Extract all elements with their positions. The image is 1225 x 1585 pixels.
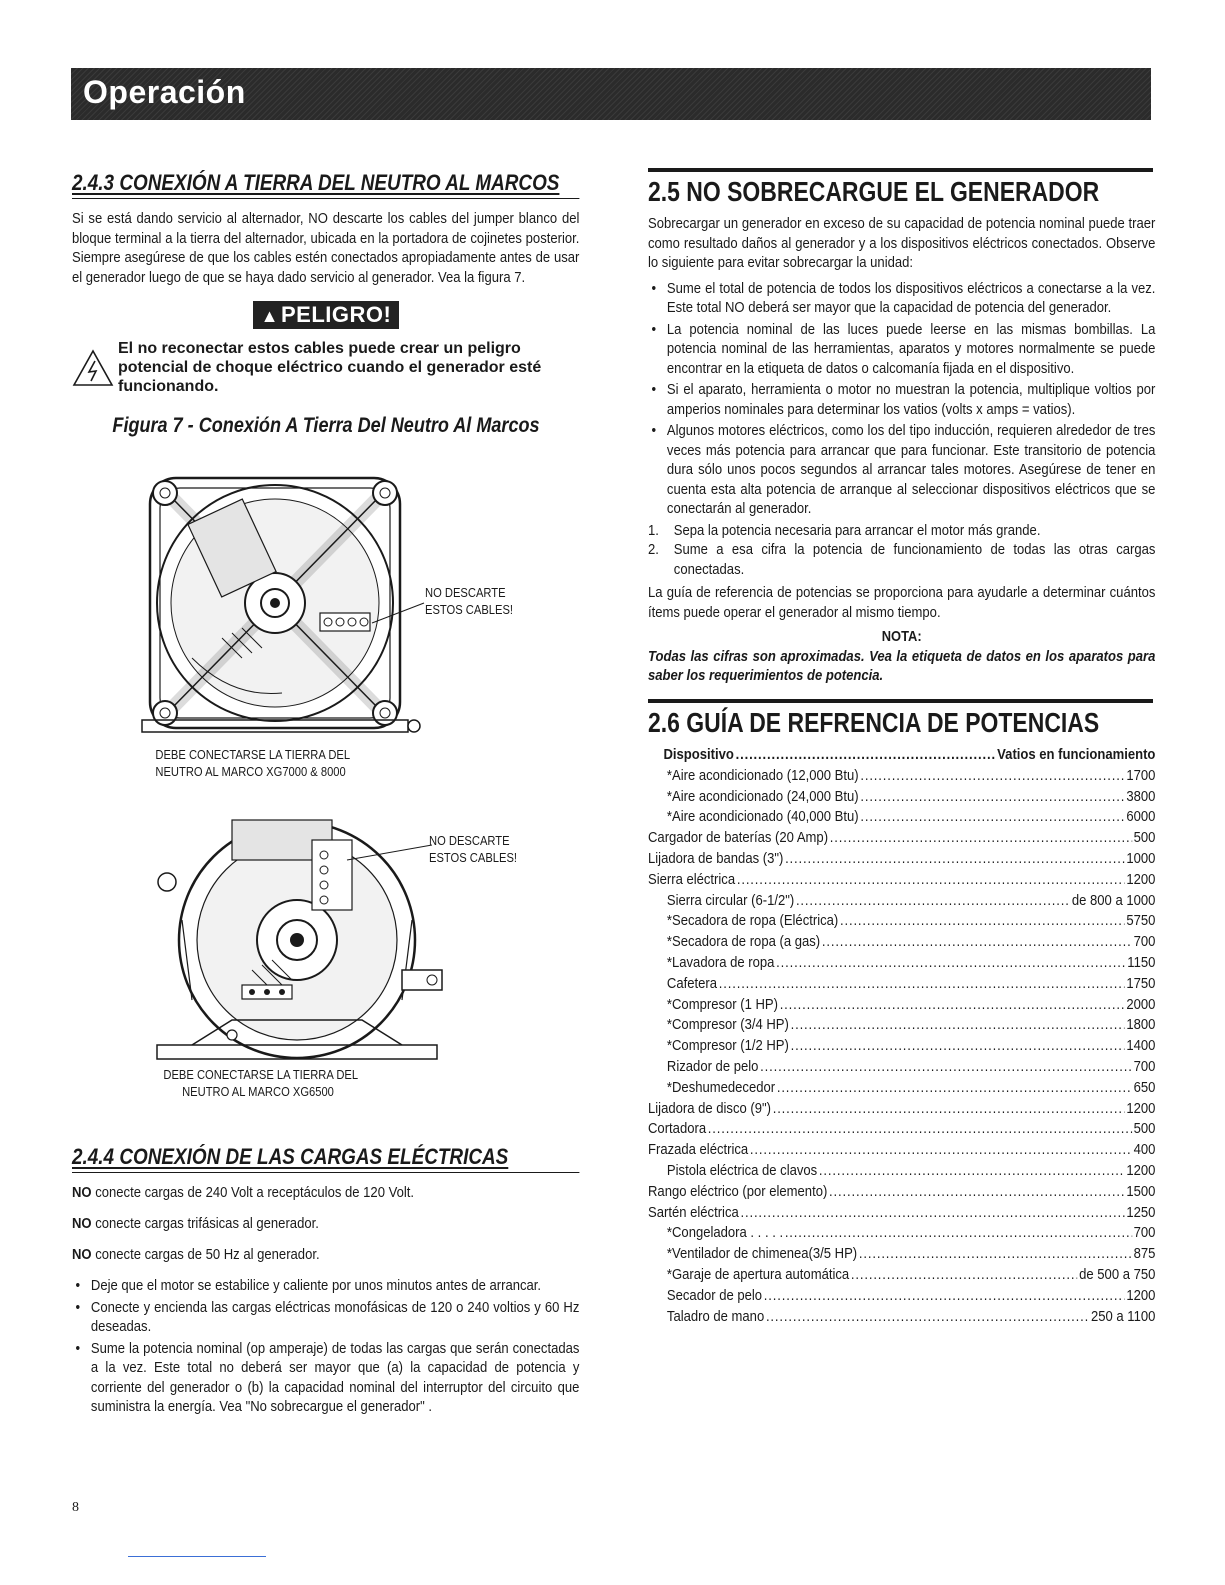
- list-item: • Si el aparato, herramienta o motor no muestran la potencia, multiplique voltios por amperios nominales para determinar los vatios (volts x amps = vatios).: [648, 380, 1155, 419]
- row-watts: 1200: [1126, 1161, 1156, 1179]
- row-watts: 1700: [1126, 766, 1156, 784]
- figure-bottom-under-line1: DEBE CONECTARSE LA TIERRA DEL: [163, 1067, 359, 1082]
- row-watts: 500: [1133, 829, 1156, 847]
- step-item: [648, 540, 1155, 579]
- table-row: [648, 1119, 1155, 1140]
- row-device: *Aire acondicionado (40,000 Btu): [666, 808, 859, 826]
- figure-bottom-under-line2: NEUTRO AL MARCO XG6500: [182, 1084, 334, 1099]
- section-243-body: Si se está dando servicio al alternador, NO descarte los cables del jumper blanco del bloque terminal a la tierra del alternador, ubicada en la portadora de cojinetes posterior. Siempre asegúrese de que los cables estén conectados apropiadamente antes de usar el generador luego de que se haya dado servicio al generador. Vea la figura 7.: [72, 210, 580, 286]
- row-device: *Lavadora de ropa: [666, 953, 775, 971]
- list-item: • La potencia nominal de las luces puede leerse en las mismas bombillas. La potencia nominal de las herramientas, aparatos y motores normalmente se puede encontrar en la etiqueta de datos o calcomanía fijada en el dispositivo.: [648, 320, 1155, 379]
- leader-dots: [737, 870, 1125, 891]
- figure-top-note-line1: NO DESCARTE: [425, 585, 506, 600]
- list-item: • Sume la potencia nominal (op amperaje) de todas las cargas que serán conectadas a la vez. Este total no deberá ser mayor que (a) la capacidad de potencia y corriente del generador o (b) la capacidad nominal del interruptor del circuito que suministra la energía. Vea "No sobrecargue el generador" .: [72, 1339, 579, 1417]
- section-25-steps: [648, 521, 1155, 580]
- no-rule-1: [72, 1183, 579, 1202]
- leader-dots: [860, 807, 1124, 828]
- row-device: *Aire acondicionado (12,000 Btu): [666, 766, 859, 784]
- page-number: 8: [72, 1500, 79, 1515]
- row-watts: 250 a 1100: [1090, 1307, 1156, 1325]
- row-watts: 500: [1133, 1120, 1156, 1138]
- section-25-outro: La guía de referencia de potencias se proporciona para ayudarle a determinar cuántos ítems puede operar el generador al mismo tiempo.: [648, 584, 1156, 621]
- left-column: [72, 170, 580, 1419]
- row-watts: 6000: [1126, 808, 1156, 826]
- section-banner: [71, 68, 1151, 120]
- leader-dots: [851, 1265, 1078, 1286]
- leader-dots: [785, 849, 1125, 870]
- row-watts: 700: [1133, 933, 1156, 951]
- list-item: • Algunos motores eléctricos, como los del tipo inducción, requieren alrededor de tres veces más potencia para arrancar que para funcionar. Este transitorio de potencia dura sólo unos pocos segundos al arrancar tales motores. Asegúrese de tener en cuenta esta alta potencia de arranque al seleccionar dispositivos eléctricos que se conectarán al generador.: [648, 421, 1155, 519]
- row-device: Cafetera: [666, 974, 718, 992]
- row-device: Rango eléctrico (por elemento): [648, 1182, 828, 1200]
- row-device: *Compresor (3/4 HP): [666, 1016, 789, 1034]
- figure-top-note-line2: ESTOS CABLES!: [425, 602, 514, 617]
- section-26-title: [648, 699, 1153, 739]
- row-device: *Garaje de apertura automática: [666, 1265, 850, 1283]
- figure-bottom-note-line1: NO DESCARTE: [429, 833, 510, 848]
- table-row: [648, 870, 1155, 891]
- no-rule-3: [72, 1245, 579, 1264]
- section-244-title: 2.4.4 CONEXIÓN DE LAS CARGAS ELÉCTRICAS: [72, 1144, 579, 1173]
- row-watts: 1000: [1126, 849, 1156, 867]
- table-row: [648, 766, 1155, 787]
- step-text: Sume a esa cifra la potencia de funcionamiento de todas las otras cargas conectadas.: [673, 541, 1156, 578]
- row-watts: 1400: [1126, 1037, 1156, 1055]
- row-watts: 400: [1133, 1141, 1156, 1159]
- table-row: [648, 807, 1155, 828]
- header-device: Dispositivo: [663, 746, 734, 763]
- row-watts: 1200: [1126, 1286, 1156, 1304]
- row-device: Lijadora de disco (9"): [648, 1099, 771, 1117]
- leader-dots: [859, 1244, 1132, 1265]
- leader-dots: [860, 766, 1124, 787]
- banner-title: Operación: [83, 74, 246, 110]
- leader-dots: [740, 1203, 1124, 1224]
- danger-label-wrap: [72, 301, 580, 329]
- table-row: [648, 787, 1155, 808]
- row-watts: 650: [1133, 1078, 1156, 1096]
- danger-badge: [253, 301, 400, 329]
- leader-dots: [785, 1223, 1132, 1244]
- row-watts: 1800: [1126, 1016, 1156, 1034]
- row-watts: 3800: [1126, 787, 1156, 805]
- section-25-intro: Sobrecargar un generador en exceso de su capacidad de potencia nominal puede traer como resultado daños al generador y a los dispositivos eléctricos conectados. Observe lo siguiente para evitar sobrecargar la unidad:: [648, 215, 1156, 271]
- row-watts: 1250: [1126, 1203, 1156, 1221]
- electric-shock-warning-icon: [72, 349, 114, 387]
- row-device: Cargador de baterías (20 Amp): [648, 829, 829, 847]
- list-item: • Conecte y encienda las cargas eléctricas monofásicas de 120 o 240 voltios y 60 Hz deseadas.: [72, 1298, 579, 1337]
- leader-dots: [819, 1161, 1125, 1182]
- table-row: [648, 1307, 1155, 1328]
- row-device: *Secadora de ropa (Eléctrica): [666, 912, 839, 930]
- row-watts: de 800 a 1000: [1071, 891, 1156, 909]
- row-watts: 875: [1133, 1245, 1156, 1263]
- leader-dots: [766, 1307, 1089, 1328]
- table-row: [648, 891, 1155, 912]
- leader-dots: [750, 1140, 1132, 1161]
- row-device: Sierra eléctrica: [648, 870, 736, 888]
- leader-dots: [830, 828, 1132, 849]
- figure-bottom-note: [429, 832, 517, 866]
- table-row: [648, 1015, 1155, 1036]
- no-rule-3-text: conecte cargas de 50 Hz al generador.: [95, 1246, 320, 1263]
- table-row: [648, 1078, 1155, 1099]
- leader-dots: [780, 995, 1125, 1016]
- table-row: [648, 849, 1155, 870]
- generator-xg6500-diagram: [132, 800, 462, 1085]
- row-watts: 1150: [1127, 953, 1156, 971]
- row-watts: 1200: [1126, 1099, 1156, 1117]
- figure-caption: Figura 7 - Conexión A Tierra Del Neutro Al Marcos: [112, 414, 540, 437]
- leader-dots: [791, 1036, 1125, 1057]
- warning-block: [72, 339, 580, 396]
- generator-xg7000-diagram: [132, 458, 432, 743]
- row-device: Sartén eléctrica: [648, 1203, 739, 1221]
- step-item: [648, 521, 1155, 541]
- row-watts: 1200: [1126, 870, 1156, 888]
- row-device: *Aire acondicionado (24,000 Btu): [666, 787, 859, 805]
- danger-label: PELIGRO!: [280, 302, 392, 327]
- step-number: 2.: [648, 541, 659, 558]
- table-row: [648, 1265, 1155, 1286]
- note-label: NOTA:: [881, 628, 922, 645]
- table-row: [648, 1223, 1155, 1244]
- warning-text: El no reconectar estos cables puede crear un peligro potencial de choque eléctrico cuando el generador esté funcionando.: [118, 340, 542, 395]
- leader-dots: [776, 953, 1125, 974]
- row-device: Rizador de pelo: [666, 1057, 759, 1075]
- no-word: NO: [72, 1184, 92, 1201]
- section-25-bullets: [648, 279, 1155, 519]
- row-watts: de 500 a 750: [1079, 1265, 1156, 1283]
- step-text: Sepa la potencia necesaria para arrancar el motor más grande.: [673, 521, 1041, 539]
- leader-dots: [736, 745, 996, 766]
- no-word: NO: [72, 1246, 92, 1263]
- figure-top-note: [425, 584, 513, 618]
- leader-dots: [822, 932, 1132, 953]
- section-244-bullets: [72, 1276, 579, 1417]
- table-row: [648, 1140, 1155, 1161]
- table-row: [648, 1161, 1155, 1182]
- table-row: [648, 953, 1155, 974]
- footer-link-line: [128, 1556, 266, 1557]
- row-device: *Compresor (1/2 HP): [666, 1037, 789, 1055]
- table-row: [648, 1244, 1155, 1265]
- leader-dots: [773, 1099, 1125, 1120]
- table-row: [648, 1036, 1155, 1057]
- row-watts: 700: [1133, 1224, 1156, 1242]
- table-row: [648, 1286, 1155, 1307]
- table-header: [648, 745, 1155, 766]
- right-column: [648, 168, 1156, 1327]
- table-row: [648, 911, 1155, 932]
- section-26-title-text: 2.6 GUÍA DE REFRENCIA DE POTENCIAS: [648, 707, 1100, 738]
- figure-bottom: [72, 800, 580, 1130]
- row-device: Secador de pelo: [666, 1286, 763, 1304]
- row-device: *Secadora de ropa (a gas): [666, 933, 821, 951]
- row-watts: 1500: [1126, 1182, 1156, 1200]
- note-text: Todas las cifras son aproximadas. Vea la etiqueta de datos en los aparatos para saber los requerimientos de potencia.: [648, 648, 1156, 684]
- no-rule-2: [72, 1214, 579, 1233]
- figure-bottom-under: [163, 1066, 359, 1100]
- leader-dots: [764, 1286, 1125, 1307]
- row-device: *Deshumedecedor: [666, 1078, 776, 1096]
- row-device: Cortadora: [648, 1120, 707, 1138]
- figure-bottom-note-line2: ESTOS CABLES!: [429, 850, 518, 865]
- row-watts: 700: [1133, 1057, 1156, 1075]
- row-watts: 1750: [1126, 974, 1156, 992]
- row-watts: 5750: [1126, 912, 1156, 930]
- table-row: [648, 1203, 1155, 1224]
- figure-top-under-line2: NEUTRO AL MARCO XG7000 & 8000: [155, 764, 346, 779]
- no-rule-2-text: conecte cargas trifásicas al generador.: [95, 1215, 319, 1232]
- leader-dots: [829, 1182, 1125, 1203]
- header-watts: Vatios en funcionamiento: [997, 746, 1156, 763]
- row-device: *Compresor (1 HP): [666, 995, 778, 1013]
- table-row: [648, 974, 1155, 995]
- step-number: 1.: [648, 521, 659, 539]
- leader-dots: [860, 787, 1124, 808]
- section-25-title: [648, 168, 1153, 208]
- table-row: [648, 932, 1155, 953]
- row-device: *Congeladora . . . . .: [666, 1224, 784, 1242]
- row-device: *Ventilador de chimenea(3/5 HP): [666, 1245, 858, 1263]
- row-device: Frazada eléctrica: [648, 1141, 749, 1159]
- warning-triangle-icon: ▲: [260, 306, 279, 326]
- leader-dots: [760, 1057, 1132, 1078]
- no-word: NO: [72, 1215, 92, 1232]
- leader-dots: [840, 911, 1125, 932]
- list-item: • Sume el total de potencia de todos los dispositivos eléctricos a conectarse a la vez. Este total NO deberá ser mayor que la capacidad de potencia del generador.: [648, 279, 1155, 318]
- leader-dots: [719, 974, 1125, 995]
- no-rule-1-text: conecte cargas de 240 Volt a receptáculos de 120 Volt.: [95, 1184, 415, 1201]
- figure-top-under: [155, 746, 351, 780]
- row-device: Sierra circular (6-1/2"): [666, 891, 795, 909]
- table-row: [648, 1182, 1155, 1203]
- row-device: Pistola eléctrica de clavos: [666, 1161, 818, 1179]
- leader-dots: [796, 891, 1070, 912]
- figure-top: [72, 458, 580, 798]
- row-watts: 2000: [1126, 995, 1156, 1013]
- table-row: [648, 995, 1155, 1016]
- section-243-title: 2.4.3 CONEXIÓN A TIERRA DEL NEUTRO AL MARCOS: [72, 170, 579, 199]
- section-25-title-text: 2.5 NO SOBRECARGUE EL GENERADOR: [648, 176, 1100, 207]
- leader-dots: [791, 1015, 1125, 1036]
- row-device: Lijadora de bandas (3"): [648, 849, 784, 867]
- figure-top-under-line1: DEBE CONECTARSE LA TIERRA DEL: [155, 747, 351, 762]
- table-row: [648, 1057, 1155, 1078]
- list-item: • Deje que el motor se estabilice y caliente por unos minutos antes de arrancar.: [72, 1276, 579, 1296]
- leader-dots: [777, 1078, 1132, 1099]
- table-row: [648, 828, 1155, 849]
- table-row: [648, 1099, 1155, 1120]
- leader-dots: [708, 1119, 1132, 1140]
- row-device: Taladro de mano: [666, 1307, 765, 1325]
- power-reference-table: [648, 745, 1155, 1327]
